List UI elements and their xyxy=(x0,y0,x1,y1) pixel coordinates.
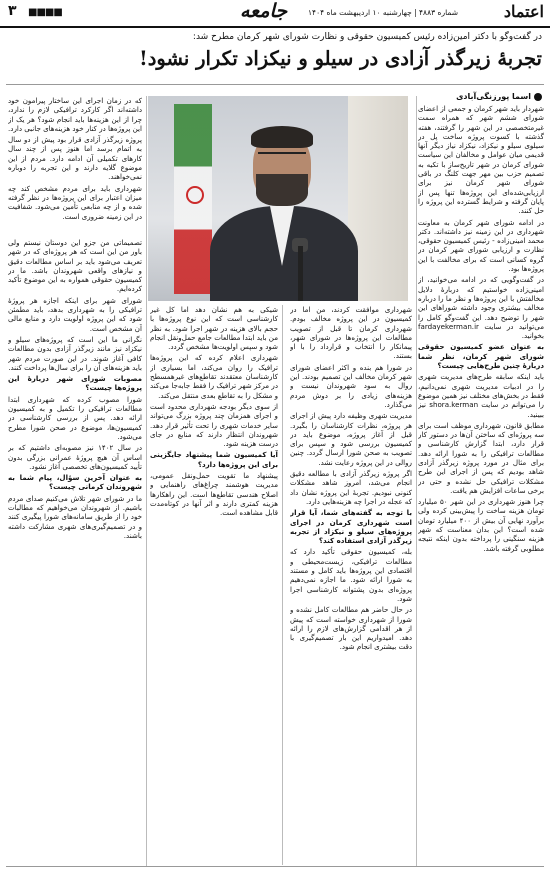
issue-info: شماره ۴۸۸۳ | چهارشنبه ۱۰ اردیبهشت ماه ۱۴۰۴ xyxy=(308,8,458,17)
column-2 xyxy=(290,305,412,865)
column-4 xyxy=(8,96,142,236)
paragraph: شهرداری باید برای مردم مشخص کند چه میزان اعتبار برای این پروژه‌ها در نظر گرفته شده و از چه منابعی تأمین می‌شود. شفافیت در این زمینه ضروری است. xyxy=(8,183,142,221)
article-headline: تجربهٔ زیرگذر آزادی در سیلو و نیکزاد تکرار نشود! xyxy=(139,47,542,70)
emblem-icon xyxy=(186,186,204,204)
paper-name: اعتماد xyxy=(503,2,544,21)
paragraph: آیا کمیسیون شما پیشنهاد جایگزینی برای این پروژه‌ها دارد؟ xyxy=(150,450,278,469)
column-rule xyxy=(146,96,147,866)
paragraph: در حال حاضر هم مطالعات کامل نشده و شورا از شهرداری خواسته است که پیش از هر اقدامی گزارش‌های لازم را ارائه دهد. امیدواریم این بار تصمیم‌گیری با دقت بیشتری انجام شود. xyxy=(290,605,412,652)
paragraph: مصوبات شورای شهر دربارهٔ این پروژه‌ها چیست؟ xyxy=(8,374,142,393)
paragraph: با توجه به گفته‌های شما، آیا قرار است شهرداری کرمان در اجرای پروژه‌های سیلو و نیکزاد از تجربه زیرگذر آزادی استفاده کند؟ xyxy=(290,508,412,546)
paragraph: شورای شهر برای اینکه اجازه هر پروژهٔ ترافیکی را به شهرداری بدهد، باید مطمئن شود که این پروژه اولویت دارد و منابع مالی آن مشخص است. xyxy=(8,295,142,333)
paragraph: شهردار باید شهر کرمان و جمعی از اعضای شورای ششم شهر که همراه سمت غیرمتخصصی در این شهر را گرفتند، هفته گذشته با کسوت پروژه ساخت پل در سیلوی سیلو و نیکزاد، نیکزاد نیاز دیگر آنها قدیمی میان عوامل و مخالفان این سیاست شورای کرمان در شهر تاریخ‌ساز با تکیه به تصمیم حزب بین مهر جهت کلنگ در باقی شورای شهر کرمان نیز برای ارزیابی‌شده‌ای این پروژه‌ها تنها پس از پایان گرفته و شرایط گسترده این پروژه را حل کنند. xyxy=(418,104,544,216)
masthead xyxy=(0,0,550,28)
byline xyxy=(416,92,542,101)
column-1 xyxy=(418,104,544,864)
byline-author: اسما پورزنگی‌آبادی xyxy=(456,92,531,101)
dots-ornament: ■■■■ xyxy=(28,7,62,18)
paragraph: به عنوان عضو کمیسیون حقوقی شورای شهر کرمان، نظر شما دربارهٔ چنین طرح‌هایی چیست؟ xyxy=(418,342,544,371)
paragraph: شورا مصوب کرده که شهرداری ابتدا مطالعات ترافیکی را تکمیل و به کمیسیون ارائه دهد. پس از بررسی کارشناسی در کمیسیون‌ها، موضوع در صحن شورا مطرح می‌شود. xyxy=(8,394,142,441)
column-rule xyxy=(416,96,417,866)
paragraph: نگرانی ما این است که پروژه‌های سیلو و نیکزاد نیز مانند زیرگذر آزادی بدون مطالعات کافی آغاز شوند. در این صورت مردم شهر باید هزینه‌های آن را برای سال‌ها پرداخت کنند. xyxy=(8,334,142,372)
paragraph: پروژه زیرگذر آزادی قرار بود پیش از دو سال به اتمام برسد اما هنوز پس از چند سال کارهای تکمیلی آن ادامه دارد. مردم از این موضوع گلایه دارند و این تجربه را دوباره نمی‌خواهند. xyxy=(8,135,142,182)
paragraph: پیشنهاد ما تقویت حمل‌ونقل عمومی، مدیریت هوشمند چراغ‌های راهنمایی و اصلاح هندسی تقاطع‌ها است. این راهکارها هزینه کمتری دارند و اثر آنها در کوتاه‌مدت قابل مشاهده است. xyxy=(150,471,278,518)
column-5 xyxy=(8,238,142,864)
article-kicker: در گفت‌وگو با دکتر امین‌زاده رئیس کمیسیون حقوقی و نظارت شورای شهر کرمان مطرح شد: xyxy=(192,32,542,42)
paragraph: بله، کمیسیون حقوقی تأکید دارد که مطالعات ترافیکی، زیست‌محیطی و اقتصادی این پروژه‌ها باید کامل و مستند به شورا ارائه شود. ما اجازه نمی‌دهیم پروژه‌ای بدون پشتوانه کارشناسی اجرا شود. xyxy=(290,547,412,603)
paragraph: باید اینکه سابقه طرح‌های مدیریت شهری را در ادبیات مدیریت شهری نمی‌دانیم، فقط در بخش‌های مختلف نیز همین موضوع را می‌توانم در سایت shora.kerman نیز ببینید. xyxy=(418,372,544,419)
paragraph: مطابق قانون، شهرداری موظف است برای سه پروژه‌ای که ساختن آن‌ها در دستور کار قرار دارد، ابتدا گزارش کارشناسی و مطالعات ترافیکی را به شورا ارائه دهد. برای مثال در مورد پروژه زیرگذر آزادی شاهد بودیم که پس از اجرای این طرح مشکلات ترافیکی حل نشده و حتی در برخی ساعات افزایش هم یافت. xyxy=(418,420,544,495)
interviewee-photo xyxy=(148,96,408,301)
section-title: جامعه xyxy=(240,0,288,22)
paragraph: در شورا هم بنده و اکثر اعضای شورای شهر کرمان مخالف این تصمیم بودند. این روال به سود شهروندان نیست و هزینه‌های زیادی را بر دوش مردم می‌گذارد. xyxy=(290,362,412,409)
paragraph: مدیریت شهری وظیفه دارد پیش از اجرای هر پروژه، نظرات کارشناسان را بگیرد. قبل از آغاز پروژه، موضوع باید در کمیسیون بررسی شود و سپس برای تصویب به صحن شورا ارسال گردد. چنین روالی در این پروژه رعایت نشد. xyxy=(290,411,412,467)
photo-hair xyxy=(251,126,313,148)
paragraph: در سال ۱۴۰۲ نیز مصوبه‌ای داشتیم که بر اساس آن هیچ پروژهٔ عمرانی بزرگی بدون تأیید کمیسیون‌های تخصصی آغاز نشود. xyxy=(8,443,142,471)
paragraph: اگر پروژه زیرگذر آزادی با مطالعه دقیق انجام می‌شد، امروز شاهد مشکلات کنونی نبودیم. تجربهٔ این پروژه نشان داد که عجله در اجرا چه هزینه‌هایی دارد. xyxy=(290,469,412,506)
photo-beard xyxy=(256,174,308,206)
paragraph: چرا هنوز شهرداری در این شهر ۵۰ میلیارد تومان هزینه ساخت را پیش‌بینی کرده ولی برآورد نهایی آن بیش از ۴۰۰ میلیارد تومان شده است؟ این بدان معناست که شهر هزینه سنگینی را پرداخته بدون اینکه نتیجه مطلوبی گرفته باشد. xyxy=(418,497,544,553)
byline-bullet-icon xyxy=(534,93,542,101)
column-3 xyxy=(150,305,278,865)
footer-rule xyxy=(6,866,544,867)
paragraph: ما در شورای شهر تلاش می‌کنیم صدای مردم باشیم. از شهروندان می‌خواهیم که مطالبات خود را از طریق سامانه‌های شورا پیگیری کنند و در تصمیم‌گیری‌های شهری مشارکت داشته باشند. xyxy=(8,493,142,540)
paragraph: به عنوان آخرین سؤال، پیام شما به شهروندان کرمانی چیست؟ xyxy=(8,473,142,492)
photo-glasses xyxy=(258,152,306,164)
paragraph: شهرداری اعلام کرده که این پروژه‌ها ترافیک را روان می‌کند، اما بسیاری از کارشناسان معتقدند تقاطع‌های غیرهمسطح در مرکز شهر ترافیک را فقط جابه‌جا می‌کند و مشکل را به تقاطع بعدی منتقل می‌کند. xyxy=(150,353,278,400)
paragraph: شهرداری موافقت کردند، من اما در کمیسیون در این پروژه مخالف بودم. شهرداری کرمان تا قبل از تصویب مطالعات این پروژه‌ها در شورای شهر، پیمانکار را انتخاب و قرارداد را با او بستند. xyxy=(290,305,412,361)
paragraph: از سوی دیگر بودجه شهرداری محدود است و اجرای همزمان چند پروژه بزرگ می‌تواند سایر خدمات شهری را تحت تأثیر قرار دهد. شهروندان انتظار دارند که منابع در جای درست هزینه شود. xyxy=(150,401,278,449)
paragraph: شیکی به هم نشان دهد اما کل غیر کارشناسی است که این نوع پروژه‌ها با حجم بالای هزینه در شهر اجرا شود. به نظر من باید ابتدا مطالعات جامع حمل‌ونقل انجام شود و سپس اولویت‌ها مشخص گردد. xyxy=(150,305,278,352)
microphone-stand xyxy=(298,246,303,301)
page-number: ۳ xyxy=(8,3,17,19)
paragraph: در گفت‌وگویی که در ادامه می‌خوانید، از امینی‌زاده خواستیم که دربارهٔ دلایل مخالفتش با این پروژه‌ها و نظر ما را درباره مخالف بیشتری وجود داشته شوراهای این شهر را توضیح دهد. این گفت‌وگو کامل را می‌توانید در سایت fardayekerman.ir بخوانید. xyxy=(418,275,544,341)
divider xyxy=(6,84,544,85)
paragraph: در ادامه شورای شهر کرمان به معاونت شهرداری در این زمینه نیز داشته‌اند. دکتر محمد امینی‌زاده - رئیس کمیسیون حقوقی، نظارت و ارزیابی شورای شهر کرمان در گروه کسانی است که برای مخالفت با این پروژه‌ها بود. xyxy=(418,217,544,274)
paragraph: تصمیماتی من جزو این دوستان نیستم ولی باور من این است که هر پروژه‌ای که در شهر تعریف می‌شود باید بر اساس مطالعات دقیق و نیازهای واقعی شهروندان باشد. ما در کمیسیون حقوقی همواره به این موضوع تأکید کرده‌ایم. xyxy=(8,238,142,294)
paragraph: که در زمان اجرای این ساختار پیرامون خود داشته‌اند اگر کارکرد ترافیکی لازم را ندارد، چرا از این هزینه‌ها باید انجام شود؟ هر یک از این پروژه‌ها در کنار خود هزینه‌های جانبی دارد. xyxy=(8,96,142,133)
column-rule xyxy=(282,305,283,865)
